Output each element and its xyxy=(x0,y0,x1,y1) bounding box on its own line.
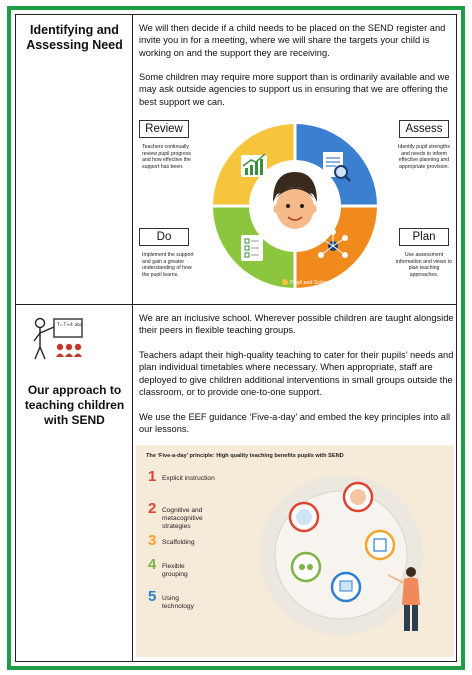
plan-label: Plan xyxy=(399,228,449,246)
do-description: Implement the support and gain a greater understanding of how the pupil learns. xyxy=(142,252,194,278)
cycle-center-caption: Pupil and School Support xyxy=(290,280,351,286)
grouping-icon xyxy=(292,553,320,581)
principle-4-label: Flexible grouping xyxy=(162,563,188,578)
row2-content-cell xyxy=(134,305,456,661)
principle-1-label: Explicit instruction xyxy=(162,475,215,482)
assess-label: Assess xyxy=(399,120,449,138)
principle-5-number: 5 xyxy=(148,588,157,605)
principle-2-number: 2 xyxy=(148,500,157,517)
principle-1-number: 1 xyxy=(148,468,157,485)
identifying-paragraph-2: Some children may require more support than is ordinarily available and we may ask outside agencies to support us in ensuring that we are offering the best support we can. xyxy=(139,72,450,107)
principle-5-label: Using technology xyxy=(162,595,194,610)
content-table xyxy=(15,14,457,662)
identifying-paragraph-1: We will then decide if a child needs to be placed on the SEND register and invite you in for a meeting, where we will share the targets your child is working on and the support they are receiving. xyxy=(139,23,446,58)
scaffolding-icon xyxy=(366,531,394,559)
teacher-pupils-symbol-icon xyxy=(30,311,110,371)
five-a-day-title: The ‘Five-a-day’ principle: High quality teaching benefits pupils with SEND xyxy=(146,453,344,459)
five-a-day-graphic xyxy=(136,445,454,657)
row1-label-cell xyxy=(16,15,133,304)
do-label: Do xyxy=(139,228,189,246)
page-border xyxy=(7,6,465,670)
teaching-paragraph-1: We are an inclusive school. Wherever possible children are taught alongside their peers in flexible teaching groups. xyxy=(139,313,454,336)
chart-icon xyxy=(241,154,267,177)
review-description: Teachers continually review pupil progress and how effective the support has been. xyxy=(142,144,192,170)
principle-3-label: Scaffolding xyxy=(162,539,195,546)
row2-label-cell xyxy=(16,305,133,661)
teaching-approach-heading: Our approach to teaching children with SEND xyxy=(24,383,125,427)
plan-description: Use assessment information and views to plan teaching approaches. xyxy=(396,252,452,278)
assess-description: Identify pupil strengths and needs to inform effective planning and appropriate provision. xyxy=(398,144,450,170)
caption-bullet-icon xyxy=(282,279,288,285)
review-label: Review xyxy=(139,120,189,138)
identifying-heading: Identifying and Assessing Need xyxy=(26,23,123,52)
principle-3-number: 3 xyxy=(148,532,157,549)
checklist-icon xyxy=(241,235,263,261)
principle-4-number: 4 xyxy=(148,556,157,573)
teaching-paragraph-2: Teachers adapt their high-quality teaching to cater for their pupils’ needs and plan individual timetables where necessary. When appropriate, staff are deployed to give children additional interventions in small groups outside the classroom, or to provide one-to-one support. xyxy=(139,350,454,398)
principle-2-label: Cognitive and metacognitive strategies xyxy=(162,507,203,530)
board-text: T=T+4 abc xyxy=(57,323,83,328)
teaching-paragraph-3: We use the EEF guidance ‘Five-a-day’ and embed the key principles into all our lessons. xyxy=(139,412,451,435)
row-identifying-need xyxy=(16,15,456,305)
assess-plan-do-review-cycle xyxy=(137,110,453,300)
row-teaching-approach xyxy=(16,305,456,661)
row1-content-cell xyxy=(134,15,456,304)
